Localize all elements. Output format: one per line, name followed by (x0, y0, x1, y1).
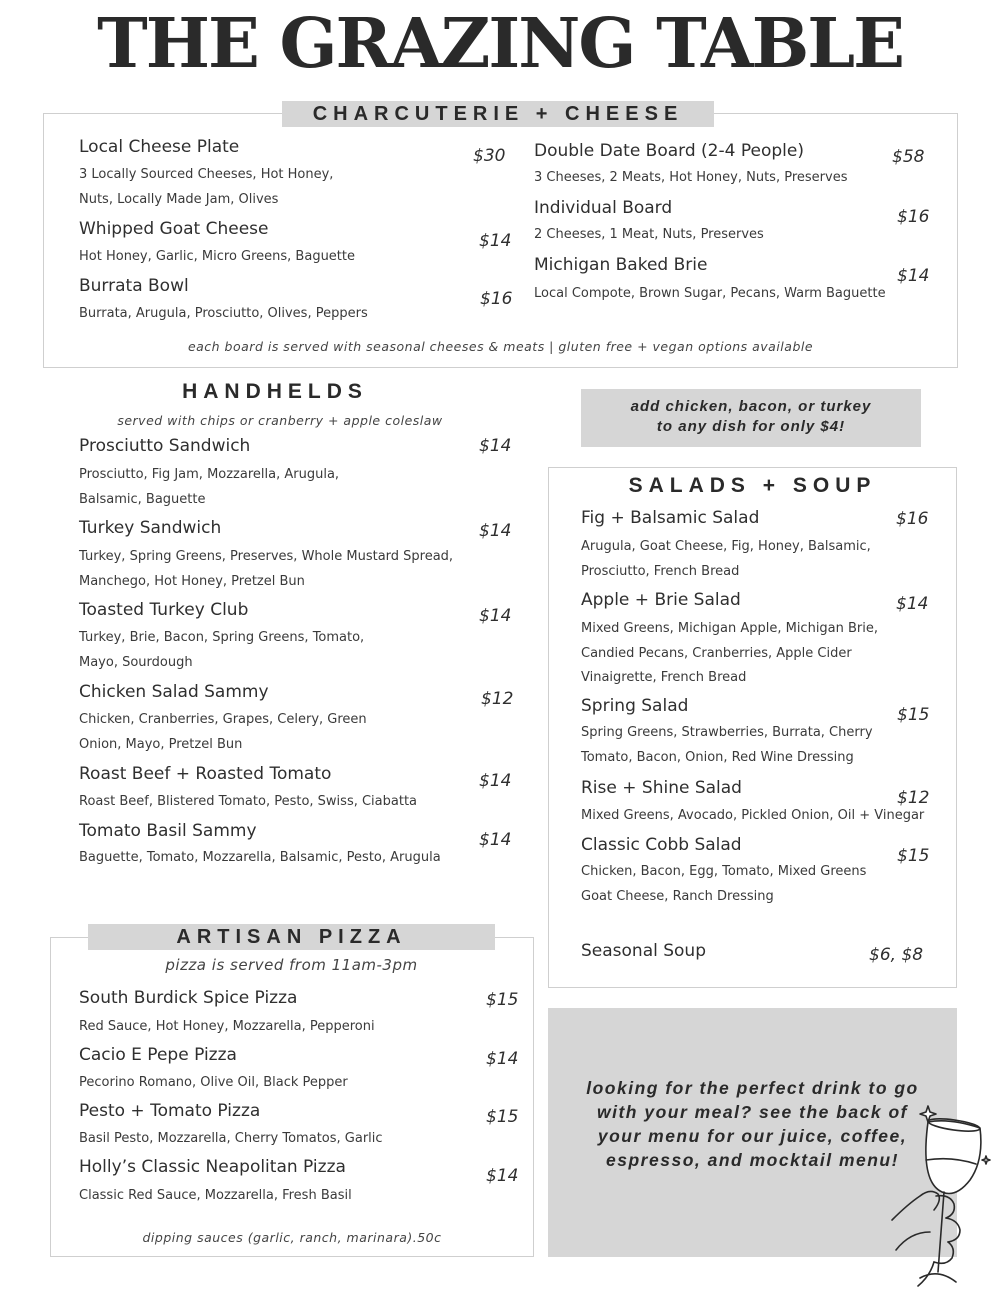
menu-item-price: $14 (896, 594, 929, 614)
menu-item-price: $58 (892, 147, 925, 167)
menu-item-desc: 2 Cheeses, 1 Meat, Nuts, Preserves (534, 227, 764, 242)
menu-item-desc: Burrata, Arugula, Prosciutto, Olives, Peppers (79, 306, 368, 321)
menu-item-price: $16 (897, 207, 930, 227)
menu-item-desc: Mixed Greens, Michigan Apple, Michigan Brie, Candied Pecans, Cranberries, Apple Cider Vinaigrette, French Bread (581, 621, 879, 685)
menu-item-price: $15 (486, 990, 519, 1010)
menu-item-name: Classic Cobb Salad (581, 835, 742, 855)
menu-item-desc: Turkey, Brie, Bacon, Spring Greens, Tomato, Mayo, Sourdough (79, 630, 365, 670)
menu-item-price: $14 (479, 830, 512, 850)
menu-item-price: $14 (479, 606, 512, 626)
menu-item-price: $16 (896, 509, 929, 529)
menu-item-name: Tomato Basil Sammy (79, 821, 257, 841)
soup-price: $6, $8 (869, 945, 924, 965)
menu-item-name: Pesto + Tomato Pizza (79, 1101, 261, 1121)
pizza-note: dipping sauces (garlic, ranch, marinara).50c (142, 1230, 442, 1245)
menu-item-name: Roast Beef + Roasted Tomato (79, 764, 332, 784)
drinks-line-3: your menu for our juice, coffee, (597, 1126, 908, 1146)
menu-item-name: Local Cheese Plate (79, 137, 240, 157)
menu-item-desc: Basil Pesto, Mozzarella, Cherry Tomatos, Garlic (79, 1131, 383, 1146)
salads-heading: SALADS + SOUP (628, 474, 877, 497)
menu-item-price: $14 (897, 266, 930, 286)
menu-item-desc: Pecorino Romano, Olive Oil, Black Pepper (79, 1075, 348, 1090)
menu-item-desc: Chicken, Cranberries, Grapes, Celery, Green Onion, Mayo, Pretzel Bun (79, 712, 367, 752)
pizza-heading: ARTISAN PIZZA (88, 924, 495, 950)
menu-item-desc: Classic Red Sauce, Mozzarella, Fresh Basil (79, 1188, 352, 1203)
menu-item-name: Spring Salad (581, 696, 689, 716)
menu-item-price: $15 (486, 1107, 519, 1127)
wine-glass-hand-icon (890, 1100, 998, 1290)
drinks-line-1: looking for the perfect drink to go (586, 1078, 919, 1098)
drinks-line-2: with your meal? see the back of (596, 1102, 909, 1122)
menu-item-price: $14 (479, 436, 512, 456)
menu-item-name: Michigan Baked Brie (534, 255, 708, 275)
menu-item-desc: Roast Beef, Blistered Tomato, Pesto, Swiss, Ciabatta (79, 794, 418, 809)
menu-item-name: Burrata Bowl (79, 276, 189, 296)
menu-item-desc: Baguette, Tomato, Mozzarella, Balsamic, Pesto, Arugula (79, 850, 441, 865)
menu-item-name: Fig + Balsamic Salad (581, 508, 760, 528)
menu-item-name: Double Date Board (2-4 People) (534, 141, 804, 161)
menu-item-desc: 3 Cheeses, 2 Meats, Hot Honey, Nuts, Preserves (534, 170, 848, 185)
menu-item-desc: Spring Greens, Strawberries, Burrata, Cherry Tomato, Bacon, Onion, Red Wine Dressing (581, 725, 873, 765)
menu-item-desc: Mixed Greens, Avocado, Pickled Onion, Oil + Vinegar (581, 808, 925, 823)
menu-item-name: Whipped Goat Cheese (79, 219, 269, 239)
menu-item-name: Individual Board (534, 198, 673, 218)
menu-item-desc: Hot Honey, Garlic, Micro Greens, Baguette (79, 249, 355, 264)
menu-item-name: Rise + Shine Salad (581, 778, 742, 798)
menu-item-desc: 3 Locally Sourced Cheeses, Hot Honey, Nuts, Locally Made Jam, Olives (79, 167, 334, 207)
menu-item-price: $14 (479, 231, 512, 251)
menu-item-desc: Arugula, Goat Cheese, Fig, Honey, Balsamic, Prosciutto, French Bread (581, 539, 871, 579)
drinks-line-4: espresso, and mocktail menu! (606, 1150, 899, 1170)
menu-item-name: Chicken Salad Sammy (79, 682, 269, 702)
addon-line-1: add chicken, bacon, or turkey (630, 398, 872, 415)
menu-title: THE GRAZING TABLE (97, 4, 903, 84)
pizza-section (50, 937, 534, 1257)
menu-item-name: Cacio E Pepe Pizza (79, 1045, 237, 1065)
charcuterie-heading: CHARCUTERIE + CHEESE (282, 101, 714, 127)
menu-item-price: $14 (479, 521, 512, 541)
menu-item-name: Holly’s Classic Neapolitan Pizza (79, 1157, 346, 1177)
menu-item-name: Apple + Brie Salad (581, 590, 741, 610)
menu-item-desc: Local Compote, Brown Sugar, Pecans, Warm Baguette (534, 286, 886, 301)
menu-item-price: $15 (897, 705, 930, 725)
menu-item-name: Prosciutto Sandwich (79, 436, 251, 456)
soup-name: Seasonal Soup (581, 941, 707, 961)
menu-item-price: $30 (473, 146, 506, 166)
menu-item-price: $14 (486, 1166, 519, 1186)
menu-item-price: $14 (479, 771, 512, 791)
menu-item-price: $14 (486, 1049, 519, 1069)
pizza-subtitle: pizza is served from 11am-3pm (165, 956, 418, 974)
charcuterie-note: each board is served with seasonal cheeses & meats | gluten free + vegan options available (187, 339, 814, 354)
addon-callout (581, 389, 921, 447)
menu-item-desc: Prosciutto, Fig Jam, Mozzarella, Arugula, Balsamic, Baguette (79, 467, 340, 507)
menu-item-desc: Chicken, Bacon, Egg, Tomato, Mixed Greens Goat Cheese, Ranch Dressing (581, 864, 867, 904)
menu-item-desc: Turkey, Spring Greens, Preserves, Whole Mustard Spread, Manchego, Hot Honey, Pretzel Bun (79, 549, 454, 589)
handhelds-heading: HANDHELDS (182, 380, 368, 403)
menu-item-price: $15 (897, 846, 930, 866)
menu-item-name: Turkey Sandwich (79, 518, 222, 538)
menu-item-name: Toasted Turkey Club (79, 600, 249, 620)
menu-item-price: $12 (897, 788, 930, 808)
menu-item-desc: Red Sauce, Hot Honey, Mozzarella, Pepperoni (79, 1019, 375, 1034)
menu-item-price: $12 (481, 689, 514, 709)
addon-line-2: to any dish for only $4! (656, 418, 846, 435)
menu-item-name: South Burdick Spice Pizza (79, 988, 298, 1008)
menu-item-price: $16 (480, 289, 513, 309)
handhelds-subtitle: served with chips or cranberry + apple coleslaw (117, 413, 443, 428)
